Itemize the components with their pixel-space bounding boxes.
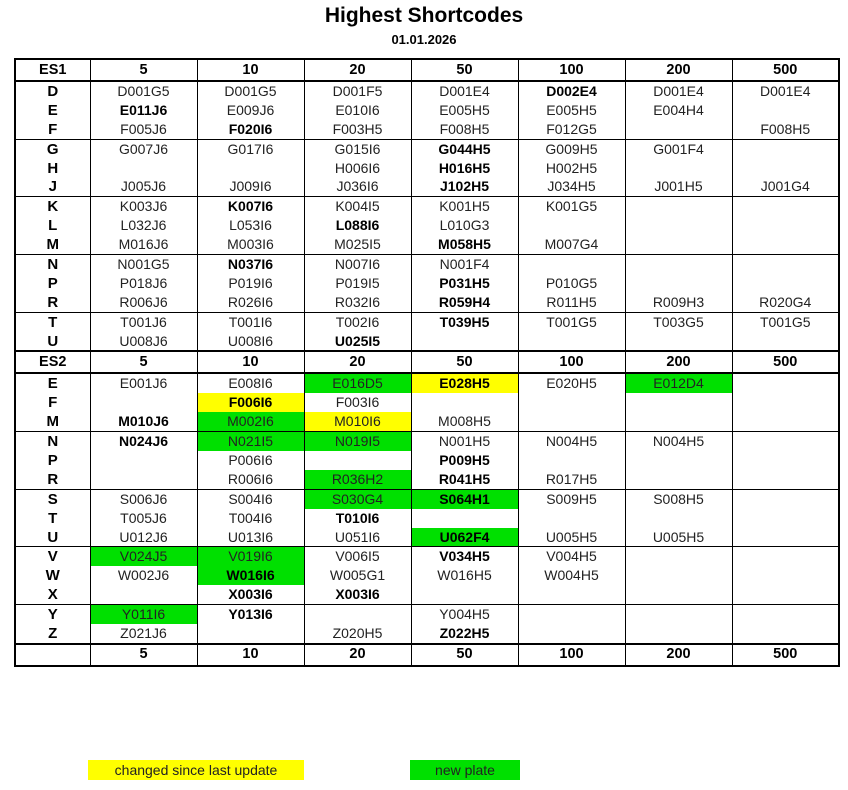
column-header-200: 200 xyxy=(625,351,732,373)
shortcode-cell: F006I6 xyxy=(197,393,304,412)
shortcode-cell: U051I6 xyxy=(304,528,411,547)
column-header-200: 200 xyxy=(625,59,732,81)
shortcode-cell: W005G1 xyxy=(304,566,411,585)
shortcode-cell: X003I6 xyxy=(304,585,411,604)
shortcode-cell xyxy=(625,235,732,254)
shortcode-cell xyxy=(90,585,197,604)
shortcodes-table xyxy=(14,58,840,667)
row-letter: U xyxy=(15,332,90,352)
shortcode-cell: D002E4 xyxy=(518,81,625,101)
shortcode-cell: N004H5 xyxy=(625,432,732,451)
column-header-20: 20 xyxy=(304,351,411,373)
shortcode-cell: E016D5 xyxy=(304,373,411,393)
column-header-100: 100 xyxy=(518,644,625,666)
shortcode-cell xyxy=(625,509,732,528)
shortcode-cell xyxy=(90,470,197,489)
shortcode-cell: U062F4 xyxy=(411,528,518,547)
column-header-50: 50 xyxy=(411,59,518,81)
shortcode-cell xyxy=(625,566,732,585)
row-letter: N xyxy=(15,255,90,274)
shortcode-cell: Y004H5 xyxy=(411,605,518,624)
shortcode-cell: X003I6 xyxy=(197,585,304,604)
shortcode-cell: T002I6 xyxy=(304,312,411,331)
row-letter: J xyxy=(15,177,90,196)
shortcode-cell: P006I6 xyxy=(197,451,304,470)
shortcode-cell: J036I6 xyxy=(304,177,411,196)
shortcode-cell: V006I5 xyxy=(304,547,411,566)
shortcode-cell: M003I6 xyxy=(197,235,304,254)
shortcode-cell: E020H5 xyxy=(518,373,625,393)
report-date: 01.01.2026 xyxy=(391,32,457,47)
row-letter: K xyxy=(15,197,90,216)
shortcode-cell xyxy=(625,159,732,178)
table-row xyxy=(15,624,839,644)
shortcode-cell xyxy=(625,470,732,489)
shortcode-cell xyxy=(625,585,732,604)
table-row xyxy=(15,373,839,393)
column-header-10: 10 xyxy=(197,351,304,373)
shortcode-cell: T003G5 xyxy=(625,312,732,331)
shortcode-cell: D001E4 xyxy=(732,81,839,101)
shortcode-cell: R006J6 xyxy=(90,293,197,312)
shortcode-cell xyxy=(732,451,839,470)
column-header-20: 20 xyxy=(304,644,411,666)
shortcode-cell xyxy=(197,624,304,644)
shortcode-cell: M016J6 xyxy=(90,235,197,254)
shortcode-cell: N019I5 xyxy=(304,432,411,451)
shortcode-cell xyxy=(90,393,197,412)
table-row xyxy=(15,605,839,624)
row-letter: E xyxy=(15,101,90,120)
shortcode-cell: P010G5 xyxy=(518,274,625,293)
table-row xyxy=(15,432,839,451)
shortcode-cell: T010I6 xyxy=(304,509,411,528)
shortcode-cell: K007I6 xyxy=(197,197,304,216)
shortcode-cell: P018J6 xyxy=(90,274,197,293)
shortcode-cell: E028H5 xyxy=(411,373,518,393)
shortcode-cell xyxy=(732,509,839,528)
shortcode-cell xyxy=(518,509,625,528)
shortcode-cell: N001F4 xyxy=(411,255,518,274)
shortcode-cell: S008H5 xyxy=(625,489,732,508)
shortcode-cell xyxy=(732,566,839,585)
shortcode-cell xyxy=(732,605,839,624)
table-row xyxy=(15,235,839,254)
shortcode-cell: J102H5 xyxy=(411,177,518,196)
shortcode-cell: R009H3 xyxy=(625,293,732,312)
row-letter: L xyxy=(15,216,90,235)
shortcode-cell xyxy=(625,120,732,139)
shortcode-cell xyxy=(732,274,839,293)
row-letter: T xyxy=(15,509,90,528)
shortcode-cell: K001G5 xyxy=(518,197,625,216)
shortcode-cell: R011H5 xyxy=(518,293,625,312)
shortcode-cell: F008H5 xyxy=(411,120,518,139)
shortcode-cell: D001E4 xyxy=(625,81,732,101)
shortcode-cell: G017I6 xyxy=(197,139,304,158)
shortcode-cell: Z022H5 xyxy=(411,624,518,644)
shortcode-cell: U025I5 xyxy=(304,332,411,352)
shortcode-cell xyxy=(518,393,625,412)
shortcode-cell: M002I6 xyxy=(197,412,304,431)
shortcode-cell xyxy=(732,393,839,412)
shortcode-cell xyxy=(304,605,411,624)
table-row xyxy=(15,412,839,431)
shortcode-cell xyxy=(625,451,732,470)
shortcode-cell: V004H5 xyxy=(518,547,625,566)
row-letter: M xyxy=(15,235,90,254)
shortcode-cell xyxy=(90,451,197,470)
shortcode-cell xyxy=(732,585,839,604)
shortcode-cell xyxy=(90,159,197,178)
shortcode-cell: L053I6 xyxy=(197,216,304,235)
table-row xyxy=(15,585,839,604)
shortcode-cell: L010G3 xyxy=(411,216,518,235)
table-row xyxy=(15,312,839,331)
column-header-5: 5 xyxy=(90,351,197,373)
column-header-500: 500 xyxy=(732,59,839,81)
shortcode-cell: E001J6 xyxy=(90,373,197,393)
legend-new-plate: new plate xyxy=(410,760,520,780)
row-letter: F xyxy=(15,120,90,139)
shortcode-cell: E009J6 xyxy=(197,101,304,120)
shortcode-cell xyxy=(518,332,625,352)
shortcode-cell: G009H5 xyxy=(518,139,625,158)
shortcode-cell xyxy=(411,509,518,528)
column-header-50: 50 xyxy=(411,351,518,373)
shortcode-cell xyxy=(732,197,839,216)
column-header-50: 50 xyxy=(411,644,518,666)
shortcode-cell: Y013I6 xyxy=(197,605,304,624)
table-row xyxy=(15,332,839,352)
row-letter: E xyxy=(15,373,90,393)
footer-row xyxy=(15,644,839,666)
table-row xyxy=(15,393,839,412)
row-letter: W xyxy=(15,566,90,585)
shortcode-cell xyxy=(732,139,839,158)
shortcode-cell xyxy=(732,332,839,352)
shortcode-cell xyxy=(625,332,732,352)
shortcode-cell xyxy=(732,528,839,547)
shortcode-cell xyxy=(197,159,304,178)
shortcode-cell: J009I6 xyxy=(197,177,304,196)
shortcode-cell xyxy=(411,332,518,352)
shortcode-cell xyxy=(518,216,625,235)
shortcode-cell: R017H5 xyxy=(518,470,625,489)
shortcode-cell xyxy=(625,393,732,412)
shortcode-cell: E011J6 xyxy=(90,101,197,120)
shortcode-cell: N021I5 xyxy=(197,432,304,451)
shortcode-cell xyxy=(625,605,732,624)
row-letter: N xyxy=(15,432,90,451)
shortcode-cell xyxy=(518,255,625,274)
table-row xyxy=(15,509,839,528)
row-letter: G xyxy=(15,139,90,158)
shortcode-cell xyxy=(625,255,732,274)
shortcode-cell: S009H5 xyxy=(518,489,625,508)
shortcode-cell: F008H5 xyxy=(732,120,839,139)
shortcode-cell: P009H5 xyxy=(411,451,518,470)
table-row xyxy=(15,139,839,158)
shortcode-cell xyxy=(518,412,625,431)
shortcode-cell: M010I6 xyxy=(304,412,411,431)
row-letter: F xyxy=(15,393,90,412)
shortcode-cell: P031H5 xyxy=(411,274,518,293)
shortcode-cell: T001G5 xyxy=(732,312,839,331)
shortcode-cell: W002J6 xyxy=(90,566,197,585)
shortcode-cell: N024J6 xyxy=(90,432,197,451)
shortcode-cell: H006I6 xyxy=(304,159,411,178)
shortcode-cell: E005H5 xyxy=(518,101,625,120)
shortcode-cell: M008H5 xyxy=(411,412,518,431)
shortcode-cell: U005H5 xyxy=(625,528,732,547)
row-letter: M xyxy=(15,412,90,431)
row-letter: Z xyxy=(15,624,90,644)
shortcode-cell xyxy=(518,624,625,644)
table-row xyxy=(15,120,839,139)
shortcode-cell: H016H5 xyxy=(411,159,518,178)
shortcode-cell: V024J5 xyxy=(90,547,197,566)
shortcode-cell xyxy=(625,216,732,235)
shortcode-cell: M025I5 xyxy=(304,235,411,254)
shortcode-cell: K001H5 xyxy=(411,197,518,216)
row-letter: V xyxy=(15,547,90,566)
shortcode-cell: M007G4 xyxy=(518,235,625,254)
shortcode-cell: E008I6 xyxy=(197,373,304,393)
shortcode-cell: R020G4 xyxy=(732,293,839,312)
shortcode-cell: T004I6 xyxy=(197,509,304,528)
section-label: ES2 xyxy=(15,351,90,373)
column-header-10: 10 xyxy=(197,59,304,81)
shortcode-cell: L088I6 xyxy=(304,216,411,235)
shortcode-cell: T001I6 xyxy=(197,312,304,331)
shortcode-cell xyxy=(518,585,625,604)
shortcode-cell xyxy=(732,624,839,644)
shortcode-cell xyxy=(732,159,839,178)
column-header-200: 200 xyxy=(625,644,732,666)
table-row xyxy=(15,197,839,216)
shortcode-cell: S030G4 xyxy=(304,489,411,508)
table-row xyxy=(15,81,839,101)
shortcode-cell xyxy=(732,547,839,566)
table-row xyxy=(15,159,839,178)
row-letter: X xyxy=(15,585,90,604)
column-header-20: 20 xyxy=(304,59,411,81)
row-letter: H xyxy=(15,159,90,178)
table-row xyxy=(15,451,839,470)
shortcode-cell: U013I6 xyxy=(197,528,304,547)
table-row xyxy=(15,177,839,196)
row-letter: P xyxy=(15,451,90,470)
row-letter: R xyxy=(15,470,90,489)
column-header-5: 5 xyxy=(90,59,197,81)
shortcode-cell: E005H5 xyxy=(411,101,518,120)
section-header-row xyxy=(15,59,839,81)
row-letter: S xyxy=(15,489,90,508)
shortcode-cell xyxy=(732,373,839,393)
shortcode-cell: D001E4 xyxy=(411,81,518,101)
row-letter: D xyxy=(15,81,90,101)
shortcode-cell xyxy=(732,412,839,431)
shortcode-cell: W016I6 xyxy=(197,566,304,585)
shortcode-cell xyxy=(625,274,732,293)
section-header-row xyxy=(15,351,839,373)
shortcode-cell: F005J6 xyxy=(90,120,197,139)
shortcode-cell: Z021J6 xyxy=(90,624,197,644)
shortcode-cell: G001F4 xyxy=(625,139,732,158)
shortcode-cell: U012J6 xyxy=(90,528,197,547)
shortcode-cell: G015I6 xyxy=(304,139,411,158)
row-letter: T xyxy=(15,312,90,331)
column-header-100: 100 xyxy=(518,351,625,373)
shortcode-cell: F020I6 xyxy=(197,120,304,139)
table-row xyxy=(15,489,839,508)
shortcode-cell xyxy=(411,585,518,604)
shortcode-cell: R036H2 xyxy=(304,470,411,489)
table-row xyxy=(15,470,839,489)
column-header-10: 10 xyxy=(197,644,304,666)
column-header-500: 500 xyxy=(732,644,839,666)
shortcode-cell: Y011I6 xyxy=(90,605,197,624)
shortcode-cell: T001J6 xyxy=(90,312,197,331)
shortcode-cell: J005J6 xyxy=(90,177,197,196)
shortcode-cell: M010J6 xyxy=(90,412,197,431)
shortcodes-table-body xyxy=(15,59,839,666)
shortcode-cell: D001F5 xyxy=(304,81,411,101)
shortcode-cell: N001G5 xyxy=(90,255,197,274)
shortcode-cell: D001G5 xyxy=(197,81,304,101)
shortcode-cell xyxy=(732,255,839,274)
table-row xyxy=(15,101,839,120)
shortcode-cell: R032I6 xyxy=(304,293,411,312)
shortcode-cell: W004H5 xyxy=(518,566,625,585)
shortcode-cell: N037I6 xyxy=(197,255,304,274)
table-row xyxy=(15,255,839,274)
shortcode-cell: T039H5 xyxy=(411,312,518,331)
shortcode-cell: D001G5 xyxy=(90,81,197,101)
shortcode-cell: N004H5 xyxy=(518,432,625,451)
shortcode-cell: J001G4 xyxy=(732,177,839,196)
shortcode-cell: E010I6 xyxy=(304,101,411,120)
shortcode-cell: V034H5 xyxy=(411,547,518,566)
column-header-500: 500 xyxy=(732,351,839,373)
shortcode-cell: L032J6 xyxy=(90,216,197,235)
shortcode-cell: R006I6 xyxy=(197,470,304,489)
shortcode-cell xyxy=(732,235,839,254)
shortcode-cell: N001H5 xyxy=(411,432,518,451)
shortcode-cell: E012D4 xyxy=(625,373,732,393)
shortcode-cell: T001G5 xyxy=(518,312,625,331)
shortcode-cell xyxy=(625,547,732,566)
shortcode-cell: F012G5 xyxy=(518,120,625,139)
shortcode-cell: V019I6 xyxy=(197,547,304,566)
shortcode-cell: Z020H5 xyxy=(304,624,411,644)
shortcode-cell: G044H5 xyxy=(411,139,518,158)
section-label: ES1 xyxy=(15,59,90,81)
shortcode-cell: P019I6 xyxy=(197,274,304,293)
shortcode-cell: K003J6 xyxy=(90,197,197,216)
shortcode-cell: S004I6 xyxy=(197,489,304,508)
row-letter: Y xyxy=(15,605,90,624)
footer-label xyxy=(15,644,90,666)
shortcode-cell: J034H5 xyxy=(518,177,625,196)
shortcode-cell: H002H5 xyxy=(518,159,625,178)
shortcode-cell: R059H4 xyxy=(411,293,518,312)
shortcode-cell: P019I5 xyxy=(304,274,411,293)
shortcode-cell xyxy=(518,451,625,470)
table-row xyxy=(15,216,839,235)
shortcode-cell: R026I6 xyxy=(197,293,304,312)
shortcode-cell xyxy=(304,451,411,470)
shortcode-cell xyxy=(625,197,732,216)
table-row xyxy=(15,547,839,566)
shortcode-cell: F003H5 xyxy=(304,120,411,139)
row-letter: R xyxy=(15,293,90,312)
shortcode-cell: J001H5 xyxy=(625,177,732,196)
shortcode-cell xyxy=(625,624,732,644)
shortcode-cell: S064H1 xyxy=(411,489,518,508)
shortcode-cell xyxy=(625,412,732,431)
row-letter: P xyxy=(15,274,90,293)
table-row xyxy=(15,274,839,293)
shortcode-cell xyxy=(732,470,839,489)
shortcode-cell: G007J6 xyxy=(90,139,197,158)
row-letter: U xyxy=(15,528,90,547)
column-header-100: 100 xyxy=(518,59,625,81)
shortcode-cell: U008J6 xyxy=(90,332,197,352)
shortcode-cell: S006J6 xyxy=(90,489,197,508)
shortcode-cell xyxy=(732,489,839,508)
shortcode-cell: T005J6 xyxy=(90,509,197,528)
shortcode-cell: E004H4 xyxy=(625,101,732,120)
shortcode-cell xyxy=(411,393,518,412)
shortcode-cell xyxy=(732,216,839,235)
page-title: Highest Shortcodes xyxy=(324,4,524,27)
shortcode-cell: U008I6 xyxy=(197,332,304,352)
shortcode-cell: U005H5 xyxy=(518,528,625,547)
shortcode-cell xyxy=(732,101,839,120)
shortcode-cell: N007I6 xyxy=(304,255,411,274)
table-row xyxy=(15,528,839,547)
shortcode-cell xyxy=(518,605,625,624)
table-row xyxy=(15,293,839,312)
shortcode-cell: W016H5 xyxy=(411,566,518,585)
legend-changed: changed since last update xyxy=(88,760,304,780)
shortcode-cell: M058H5 xyxy=(411,235,518,254)
shortcode-cell: K004I5 xyxy=(304,197,411,216)
shortcode-cell xyxy=(732,432,839,451)
shortcode-cell: R041H5 xyxy=(411,470,518,489)
column-header-5: 5 xyxy=(90,644,197,666)
table-row xyxy=(15,566,839,585)
shortcode-cell: F003I6 xyxy=(304,393,411,412)
